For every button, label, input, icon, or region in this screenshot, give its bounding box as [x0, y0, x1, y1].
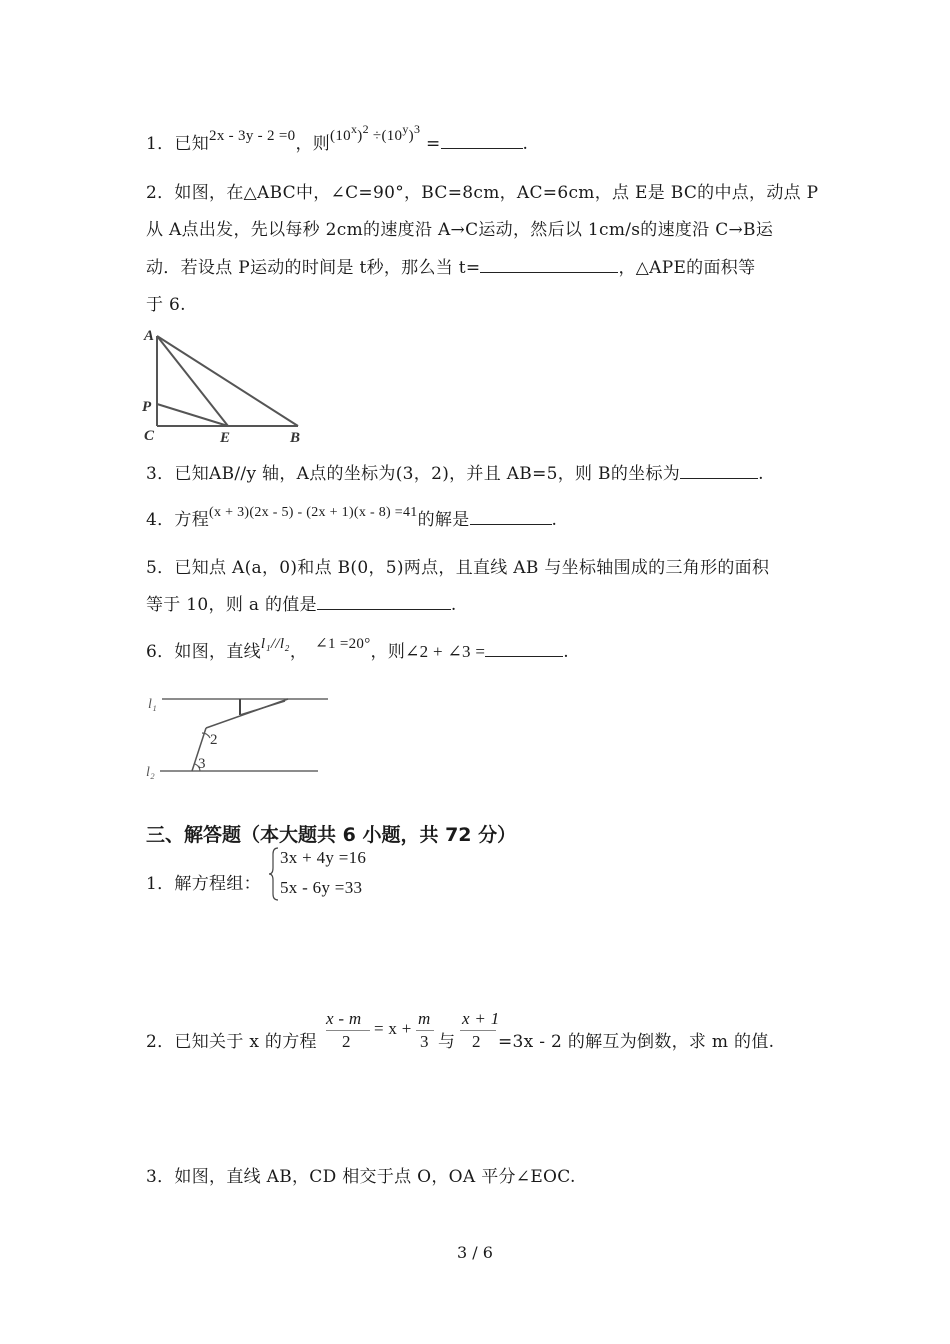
s2-prefix: 2．已知关于 x 的方程 [146, 1032, 317, 1052]
q3-end: . [758, 464, 764, 484]
q4-equation: (x + 3)(2x - 5) - (2x + 1)(x - 8) =41 [209, 505, 418, 520]
s1-equation-2: 5x - 6y =33 [280, 878, 363, 897]
q1-prefix: 已知 [174, 134, 210, 154]
label-b: B [290, 430, 301, 446]
question-6 [146, 636, 569, 665]
s2-frac1-num-text: x - m [326, 1009, 362, 1028]
q2-line-3-b: ，△APE的面积等 [618, 258, 756, 278]
q1-expression [330, 122, 421, 144]
label-angle-2: 2 [210, 732, 218, 748]
label-a: A [144, 328, 155, 344]
question-3 [146, 462, 764, 486]
label-e: E [220, 430, 231, 446]
s2-frac3-den: 2 [472, 1032, 481, 1051]
solve-question-3: 3．如图，直线 AB，CD 相交于点 O，OA 平分∠EOC. [146, 1167, 576, 1187]
q4-end: . [551, 510, 558, 530]
q6-sep: ， [289, 642, 308, 662]
q2-answer-blank[interactable] [480, 256, 618, 273]
q6-mid: ，则 [370, 642, 406, 662]
label-l2: l₂ [146, 765, 155, 780]
q4-post: 的解是 [417, 510, 470, 530]
s2-mid2: 与 [438, 1032, 456, 1052]
q1-mid: ，则 [295, 134, 331, 154]
segment-ae [157, 336, 228, 426]
q6-parallel: l₁//l₂ [260, 636, 290, 652]
segment-ab [157, 336, 298, 426]
q2-line-4: 于 6. [146, 295, 186, 315]
label-angle-3: 3 [198, 756, 206, 772]
s2-frac3-num: x + 1 [462, 1009, 500, 1028]
s2-frac2-den: 3 [420, 1032, 429, 1051]
s2-mid1: = x + [374, 1019, 412, 1038]
q1-equation: 2x - 3y - 2 =0 [209, 128, 296, 144]
q6-sum: ∠2 + ∠3 = [405, 642, 486, 661]
section-heading: 三、解答题（本大题共 6 小题，共 72 分） [146, 824, 517, 846]
q5-line-2-text: 等于 10，则 a 的值是 [146, 595, 317, 615]
label-c: C [144, 428, 155, 444]
parallel-lines-figure [140, 688, 335, 788]
q5-line-1: 5．已知点 A(a，0)和点 B(0，5)两点，且直线 AB 与坐标轴围成的三角形的面积 [146, 558, 770, 578]
s1-prefix: 1．解方程组： [146, 874, 261, 894]
q1-equals: = [420, 134, 441, 154]
q1-answer-blank[interactable] [441, 132, 523, 149]
q1-exp-y: y [402, 122, 409, 136]
q5-end: . [450, 595, 457, 615]
slant-triangle-edge [240, 701, 285, 715]
q4-prefix: 4．方程 [146, 510, 210, 530]
system-brace [268, 846, 280, 902]
s2-frac1-num [326, 1008, 361, 1030]
q2-line-1: 2．如图，在△ABC中，∠C=90°，BC=8cm，AC=6cm，点 E是 BC的中点，动点 P [146, 183, 819, 203]
solve-question-2 [146, 1030, 317, 1054]
question-4 [146, 505, 558, 534]
q1-end: . [522, 134, 529, 154]
q6-prefix: 6．如图，直线 [146, 642, 261, 662]
solve-question-1 [146, 872, 261, 896]
q1-pow2: 2 [362, 122, 369, 136]
s2-frac2-num: m [418, 1009, 431, 1028]
question-1 [146, 122, 529, 157]
q2-line-3-a: 动．若设点 P运动的时间是 t秒，那么当 t= [146, 258, 481, 278]
q6-end: . [563, 642, 569, 662]
q4-answer-blank[interactable] [470, 508, 552, 525]
q5-answer-blank[interactable] [317, 593, 451, 610]
triangle-figure [140, 322, 315, 447]
q1-expr-a: (10 [330, 128, 351, 144]
q3-answer-blank[interactable] [680, 462, 758, 479]
page-number: 3 / 6 [457, 1243, 493, 1262]
q2-line-3 [146, 256, 755, 280]
q3-text: 3．已知AB//y 轴，A点的坐标为(3，2)，并且 AB=5，则 B的坐标为 [146, 464, 681, 484]
q1-div: ÷(10 [368, 128, 403, 144]
q2-line-2: 从 A点出发，先以每秒 2cm的速度沿 A→C运动，然后以 1cm/s的速度沿 C→B运 [146, 220, 774, 240]
q1-expr-b: ) [357, 128, 363, 144]
q1-pow3: 3 [413, 122, 421, 136]
label-p: P [142, 399, 152, 415]
q1-exp-x: x [350, 122, 358, 136]
q6-answer-blank[interactable] [485, 640, 563, 657]
s1-equation-1: 3x + 4y =16 [280, 848, 367, 867]
s2-frac1-den: 2 [342, 1032, 351, 1051]
q5-line-2 [146, 593, 457, 617]
segment-pe [157, 404, 228, 426]
q1-number: 1． [146, 134, 175, 154]
label-l1: l₁ [148, 697, 157, 712]
s2-post: =3x - 2 的解互为倒数，求 m 的值. [498, 1032, 775, 1052]
q1-expr-c: ) [408, 128, 414, 144]
q6-angle1: ∠1 =20° [315, 636, 371, 652]
